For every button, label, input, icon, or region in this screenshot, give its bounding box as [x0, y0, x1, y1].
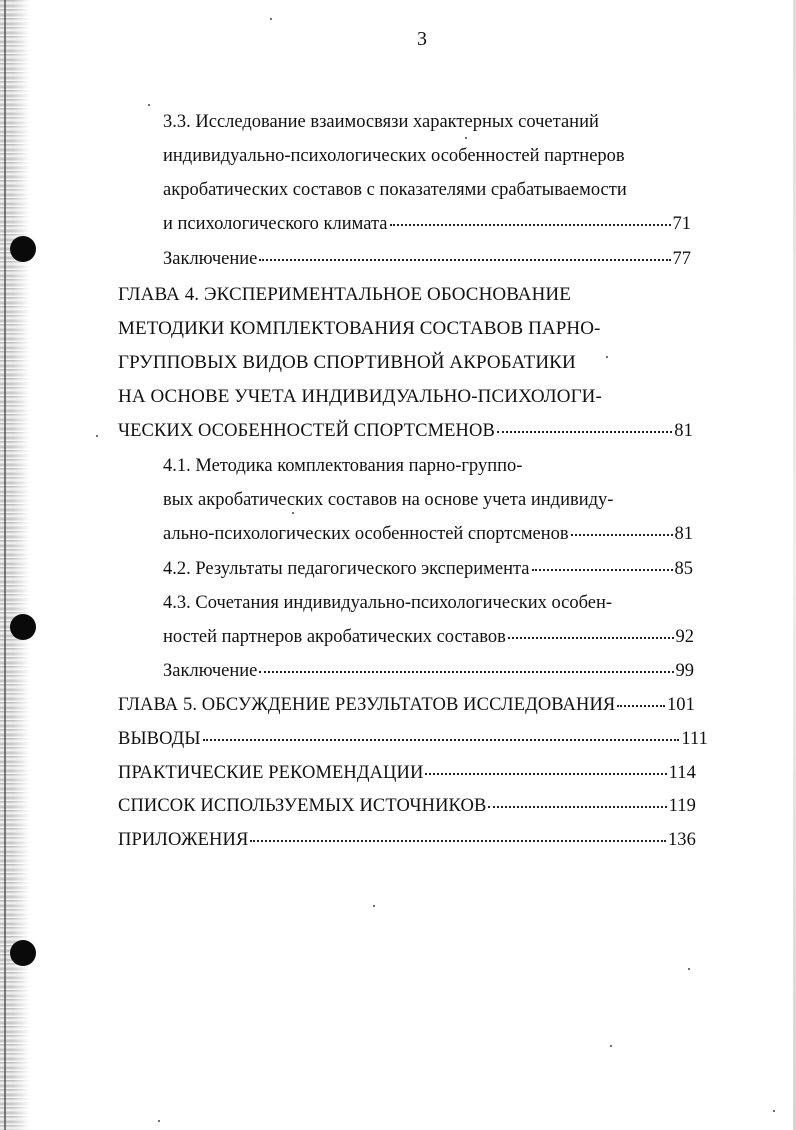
toc-chapter-4-line-2: МЕТОДИКИ КОМПЛЕКТОВАНИЯ СОСТАВОВ ПАРНО-	[118, 318, 601, 339]
scan-speck	[270, 18, 272, 20]
toc-page-number: 99	[675, 661, 694, 681]
scan-speck	[373, 905, 375, 907]
toc-recommendations[interactable]	[118, 761, 696, 785]
toc-entry-title: ГЛАВА 5. ОБСУЖДЕНИЕ РЕЗУЛЬТАТОВ ИССЛЕДОВАНИЯ	[118, 695, 616, 715]
page-number: 3	[417, 28, 427, 50]
dot-leader	[250, 840, 666, 842]
toc-entry-title: 4.2. Результаты педагогического эксперимента	[163, 559, 530, 579]
toc-references[interactable]	[118, 794, 696, 818]
toc-entry-title: ПРАКТИЧЕСКИЕ РЕКОМЕНДАЦИИ	[118, 763, 424, 783]
scan-speck	[465, 137, 467, 139]
toc-page-number: 81	[674, 421, 693, 441]
scan-speck	[610, 1045, 612, 1047]
toc-entry-3-conclusion[interactable]	[163, 247, 691, 271]
scan-speck	[292, 512, 294, 514]
punch-hole	[10, 940, 36, 966]
toc-page-number: 101	[666, 695, 695, 715]
toc-page-number: 92	[675, 627, 694, 647]
toc-entry-3-3-line-2: индивидуально-психологических особенностей партнеров	[163, 146, 625, 166]
toc-conclusions[interactable]	[118, 727, 708, 751]
toc-page-number: 85	[674, 559, 693, 579]
dot-leader	[617, 705, 665, 707]
toc-chapter-5[interactable]	[118, 693, 695, 717]
punch-hole	[10, 614, 36, 640]
dot-leader	[508, 637, 674, 639]
dot-leader	[425, 773, 666, 775]
dot-leader	[532, 569, 673, 571]
scan-speck	[773, 1110, 775, 1112]
toc-entry-4-1-last-line: ально-психологических особенностей спортсменов	[163, 524, 569, 544]
toc-entry-title: СПИСОК ИСПОЛЬЗУЕМЫХ ИСТОЧНИКОВ	[118, 796, 487, 816]
toc-page-number: 77	[672, 249, 691, 269]
scan-speck	[688, 968, 690, 970]
toc-entry-4-1-line-2: вых акробатических составов на основе учета индивиду-	[163, 490, 614, 510]
toc-page-number: 119	[668, 796, 696, 816]
toc-entry-title: Заключение	[163, 249, 258, 269]
toc-appendices[interactable]	[118, 828, 696, 852]
toc-page-number: 114	[668, 763, 696, 783]
toc-entry-4-1[interactable]	[163, 522, 693, 546]
toc-chapter-4-line-1: ГЛАВА 4. ЭКСПЕРИМЕНТАЛЬНОЕ ОБОСНОВАНИЕ	[118, 284, 571, 305]
toc-entry-title: Заключение	[163, 661, 258, 681]
dot-leader	[203, 739, 680, 741]
toc-page-number: 111	[681, 729, 708, 749]
toc-entry-3-3-last-line: и психологического климата	[163, 214, 388, 234]
toc-chapter-4-line-3: ГРУППОВЫХ ВИДОВ СПОРТИВНОЙ АКРОБАТИКИ	[118, 352, 576, 373]
toc-chapter-4[interactable]	[118, 419, 693, 443]
toc-page-number: 71	[672, 214, 691, 234]
dot-leader	[497, 431, 672, 433]
toc-chapter-4-last-line: ЧЕСКИХ ОСОБЕННОСТЕЙ СПОРТСМЕНОВ	[118, 421, 495, 441]
toc-entry-4-3-last-line: ностей партнеров акробатических составов	[163, 627, 506, 647]
toc-entry-title: ПРИЛОЖЕНИЯ	[118, 830, 249, 850]
dot-leader	[488, 806, 666, 808]
punch-hole	[10, 236, 36, 262]
dot-leader	[571, 534, 673, 536]
toc-entry-4-conclusion[interactable]	[163, 659, 694, 683]
toc-entry-3-3-line-1: 3.3. Исследование взаимосвязи характерных сочетаний	[163, 112, 599, 132]
scan-speck	[606, 356, 608, 358]
toc-page-number: 136	[667, 830, 696, 850]
dot-leader	[259, 671, 673, 673]
toc-entry-4-3-line-1: 4.3. Сочетания индивидуально-психологических особен-	[163, 593, 613, 613]
scan-speck	[158, 1120, 160, 1122]
scan-speck	[96, 435, 98, 437]
toc-entry-3-3-line-3: акробатических составов с показателями срабатываемости	[163, 180, 627, 200]
toc-entry-title: ВЫВОДЫ	[118, 729, 201, 749]
dot-leader	[390, 224, 671, 226]
toc-entry-4-1-line-1: 4.1. Методика комплектования парно-группо-	[163, 456, 523, 476]
scan-edge-line	[4, 0, 6, 1130]
dot-leader	[259, 259, 670, 261]
toc-chapter-4-line-4: НА ОСНОВЕ УЧЕТА ИНДИВИДУАЛЬНО-ПСИХОЛОГИ-	[118, 386, 602, 407]
toc-entry-4-3[interactable]	[163, 625, 694, 649]
toc-entry-4-2[interactable]	[163, 557, 693, 581]
scan-speck	[148, 104, 150, 106]
toc-entry-3-3[interactable]	[163, 212, 691, 236]
toc-page-number: 81	[674, 524, 693, 544]
